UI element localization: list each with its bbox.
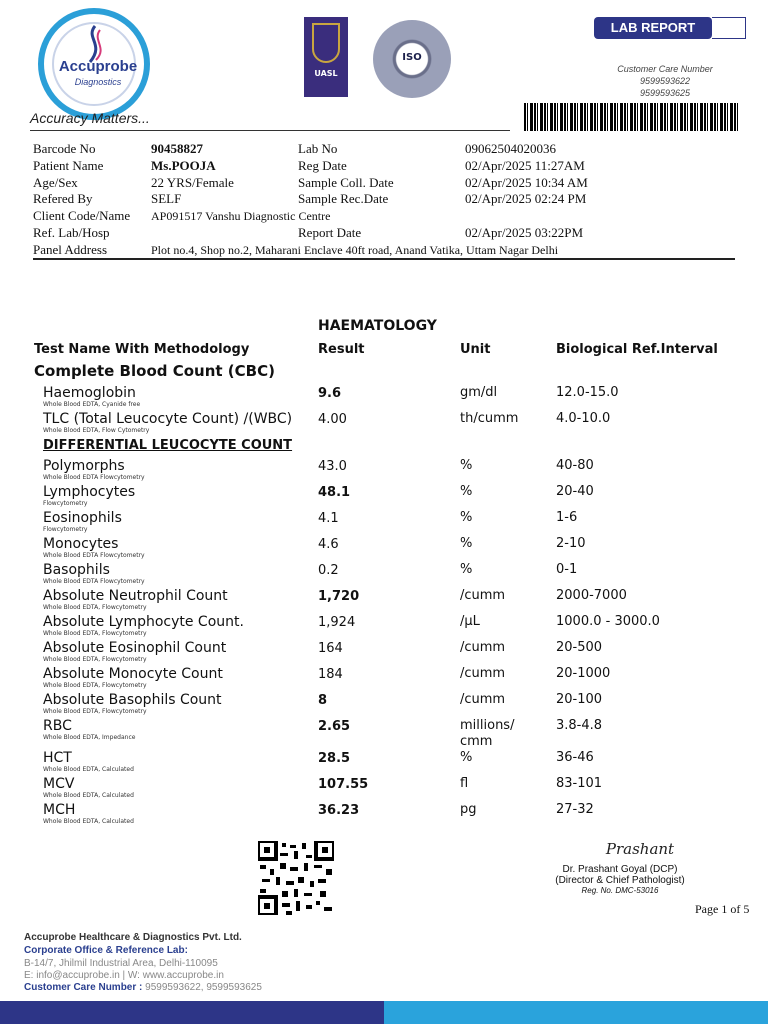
test-unit: /cumm xyxy=(460,666,506,681)
test-result: 0.2 xyxy=(318,563,339,578)
patient-info-row xyxy=(298,191,588,208)
barcode-image xyxy=(524,103,740,131)
test-unit: /cumm xyxy=(460,692,506,707)
col-test-name: Test Name With Methodology xyxy=(34,342,250,357)
patient-info-value: Plot no.4, Shop no.2, Maharani Enclave 40ft road, Anand Vatika, Uttam Nagar Delhi xyxy=(151,242,559,257)
registration-number: Reg. No. DMC-53016 xyxy=(581,886,659,895)
patient-info-label: Report Date xyxy=(298,224,362,240)
footer-care-numbers: 9599593622, 9599593625 xyxy=(145,982,262,993)
patient-info-value: 09062504020036 xyxy=(465,141,556,156)
patient-info-label: Sample Rec.Date xyxy=(298,191,389,207)
test-name: Haemoglobin xyxy=(43,385,136,401)
patient-info-label: Patient Name xyxy=(33,157,104,173)
page-number: Page 1 of 5 xyxy=(695,902,750,916)
test-ref-interval: 2000-7000 xyxy=(556,588,627,603)
section-title: HAEMATOLOGY xyxy=(318,318,437,334)
test-ref-interval: 12.0-15.0 xyxy=(556,385,619,400)
test-name: Lymphocytes xyxy=(43,484,136,500)
test-ref-interval: 1000.0 - 3000.0 xyxy=(556,614,660,629)
qr-pattern-icon xyxy=(258,841,334,915)
test-method: Whole Blood EDTA, Calculated xyxy=(43,766,134,773)
test-method: Whole Blood EDTA, Flow Cytometry xyxy=(43,427,150,434)
customer-care-phone-2: 9599593625 xyxy=(639,88,691,98)
pathologist-name: Dr. Prashant Goyal (DCP) xyxy=(562,864,678,875)
test-method: Whole Blood EDTA, Flowcytometry xyxy=(43,604,147,611)
test-name: HCT xyxy=(43,750,72,766)
test-unit: /µL xyxy=(460,614,480,629)
test-unit: % xyxy=(460,536,473,551)
test-method: Whole Blood EDTA, Calculated xyxy=(43,792,134,799)
footer-care-label: Customer Care Number : xyxy=(24,982,143,993)
patient-info-row xyxy=(298,225,588,242)
col-result: Result xyxy=(318,342,365,357)
test-unit: pg xyxy=(460,802,477,817)
qr-code xyxy=(258,841,334,915)
test-method: Whole Blood EDTA, Cyanide free xyxy=(43,401,141,408)
patient-info-value: 02/Apr/2025 10:34 AM xyxy=(465,174,588,190)
test-result: 4.00 xyxy=(318,412,347,427)
test-name: Absolute Monocyte Count xyxy=(43,666,223,682)
test-method: Whole Blood EDTA, Flowcytometry xyxy=(43,708,147,715)
patient-info-label: Refered By xyxy=(33,191,93,207)
test-unit: % xyxy=(460,458,473,473)
test-method: Whole Blood EDTA, Impedance xyxy=(43,734,136,741)
patient-info-row xyxy=(298,158,588,175)
test-name: Absolute Eosinophil Count xyxy=(43,640,227,656)
test-unit: % xyxy=(460,510,473,525)
patient-info-label: Barcode No xyxy=(33,141,96,156)
test-result: 164 xyxy=(318,641,343,656)
test-ref-interval: 20-40 xyxy=(556,484,594,499)
test-ref-interval: 0-1 xyxy=(556,562,578,577)
test-unit: /cumm xyxy=(460,588,506,603)
test-name: Absolute Basophils Count xyxy=(43,692,222,708)
test-result: 1,720 xyxy=(318,589,360,604)
patient-info-label: Reg Date xyxy=(298,157,347,173)
brand-sub: Diagnostics xyxy=(74,77,122,87)
test-result: 184 xyxy=(318,667,343,682)
test-method: Flowcytometry xyxy=(43,526,88,533)
patient-info-value: 90458827 xyxy=(151,141,203,156)
uasl-label: UASL xyxy=(314,69,338,78)
patient-info-label: Sample Coll. Date xyxy=(298,174,394,190)
test-method: Whole Blood EDTA, Flowcytometry xyxy=(43,656,147,663)
patient-info-right xyxy=(298,141,588,242)
footer-office: Corporate Office & Reference Lab: xyxy=(24,945,188,956)
test-name: RBC xyxy=(43,718,72,734)
footer-company: Accuprobe Healthcare & Diagnostics Pvt. Ltd. xyxy=(24,932,242,943)
footer-care xyxy=(24,982,262,994)
test-ref-interval: 83-101 xyxy=(556,776,603,791)
patient-info-value: AP091517 Vanshu Diagnostic Centre xyxy=(151,209,331,224)
test-ref-interval: 20-100 xyxy=(556,692,603,707)
test-result: 48.1 xyxy=(318,485,351,500)
patient-info-value: 02/Apr/2025 02:24 PM xyxy=(465,191,587,207)
test-ref-interval: 40-80 xyxy=(556,458,594,473)
test-method: Whole Blood EDTA Flowcytometry xyxy=(43,578,145,585)
test-ref-interval: 3.8-4.8 xyxy=(556,718,603,733)
signature-scribble: Prashant xyxy=(605,840,675,858)
patient-info-value: 22 YRS/Female xyxy=(151,174,234,190)
iso-seal xyxy=(373,20,451,98)
test-unit: /cumm xyxy=(460,640,506,655)
patient-info-label: Panel Address xyxy=(33,241,108,257)
test-result: 4.6 xyxy=(318,537,339,552)
test-unit: th/cumm xyxy=(460,411,519,426)
patient-info-value: SELF xyxy=(151,191,182,207)
test-name: MCV xyxy=(43,776,75,792)
test-unit: millions/ cmm xyxy=(460,718,515,749)
test-result: 1,924 xyxy=(318,615,356,630)
test-ref-interval: 1-6 xyxy=(556,510,578,525)
patient-info-label: Client Code/Name xyxy=(33,208,131,224)
test-name: Absolute Neutrophil Count xyxy=(43,588,228,604)
test-result: 43.0 xyxy=(318,459,347,474)
test-unit: gm/dl xyxy=(460,385,498,400)
test-name: Monocytes xyxy=(43,536,119,552)
test-method: Whole Blood EDTA Flowcytometry xyxy=(43,474,145,481)
test-unit: fl xyxy=(460,776,469,791)
test-method: Whole Blood EDTA, Calculated xyxy=(43,818,134,825)
uasl-emblem xyxy=(304,17,348,97)
patient-info-value: Ms.POOJA xyxy=(151,157,216,173)
test-name: Eosinophils xyxy=(43,510,122,526)
signature-block xyxy=(530,840,710,895)
test-unit: % xyxy=(460,750,473,765)
col-ref-interval: Biological Ref.Interval xyxy=(556,342,718,357)
diff-heading: DIFFERENTIAL LEUCOCYTE COUNT xyxy=(43,438,293,453)
header-divider xyxy=(30,130,510,131)
patient-info-row xyxy=(298,175,588,192)
test-ref-interval: 4.0-10.0 xyxy=(556,411,611,426)
test-result: 4.1 xyxy=(318,511,339,526)
patient-info-row xyxy=(298,141,588,158)
customer-care-block xyxy=(600,63,730,99)
patient-info-label: Ref. Lab/Hosp xyxy=(33,224,110,240)
test-result: 36.23 xyxy=(318,803,360,818)
patient-info-row xyxy=(33,242,558,259)
brand-name: Accuprobe xyxy=(58,58,138,75)
test-result: 9.6 xyxy=(318,386,342,401)
customer-care-phone-1: 9599593622 xyxy=(639,76,691,86)
test-result: 2.65 xyxy=(318,719,351,734)
test-result: 28.5 xyxy=(318,751,351,766)
footer-address: B-14/7, Jhilmil Industrial Area, Delhi-110095 xyxy=(24,958,218,969)
patient-info-label xyxy=(298,208,465,225)
patient-info-label: Age/Sex xyxy=(33,174,78,190)
test-result: 8 xyxy=(318,693,328,708)
test-ref-interval: 20-500 xyxy=(556,640,603,655)
pathologist-title: (Director & Chief Pathologist) xyxy=(555,875,685,886)
footer-bar xyxy=(0,1001,768,1024)
panel-title: Complete Blood Count (CBC) xyxy=(34,362,275,380)
test-name: TLC (Total Leucocyte Count) /(WBC) xyxy=(43,411,293,427)
test-method: Whole Blood EDTA Flowcytometry xyxy=(43,552,145,559)
test-name: Polymorphs xyxy=(43,458,125,474)
test-ref-interval: 2-10 xyxy=(556,536,586,551)
footer-web: E: info@accuprobe.in | W: www.accuprobe.in xyxy=(24,970,224,981)
test-result: 107.55 xyxy=(318,777,369,792)
test-ref-interval: 36-46 xyxy=(556,750,594,765)
test-ref-interval: 20-1000 xyxy=(556,666,611,681)
info-divider xyxy=(33,258,735,260)
test-unit: % xyxy=(460,562,473,577)
test-name: Absolute Lymphocyte Count. xyxy=(43,614,244,630)
col-unit: Unit xyxy=(460,342,491,357)
test-unit: % xyxy=(460,484,473,499)
test-method: Flowcytometry xyxy=(43,500,88,507)
test-name: MCH xyxy=(43,802,76,818)
lab-report-badge: LAB REPORT xyxy=(594,17,712,39)
test-method: Whole Blood EDTA, Flowcytometry xyxy=(43,630,147,637)
patient-info-value: 02/Apr/2025 11:27AM xyxy=(465,157,585,173)
patient-info-value: 02/Apr/2025 03:22PM xyxy=(465,224,584,240)
patient-info-label: Lab No xyxy=(298,141,338,156)
badge-tail xyxy=(712,17,746,39)
customer-care-label: Customer Care Number xyxy=(617,64,713,74)
patient-info-row xyxy=(298,208,588,225)
test-name: Basophils xyxy=(43,562,110,578)
tagline: Accuracy Matters... xyxy=(30,110,150,126)
iso-label: ISO xyxy=(402,52,422,63)
test-ref-interval: 27-32 xyxy=(556,802,594,817)
test-method: Whole Blood EDTA, Flowcytometry xyxy=(43,682,147,689)
